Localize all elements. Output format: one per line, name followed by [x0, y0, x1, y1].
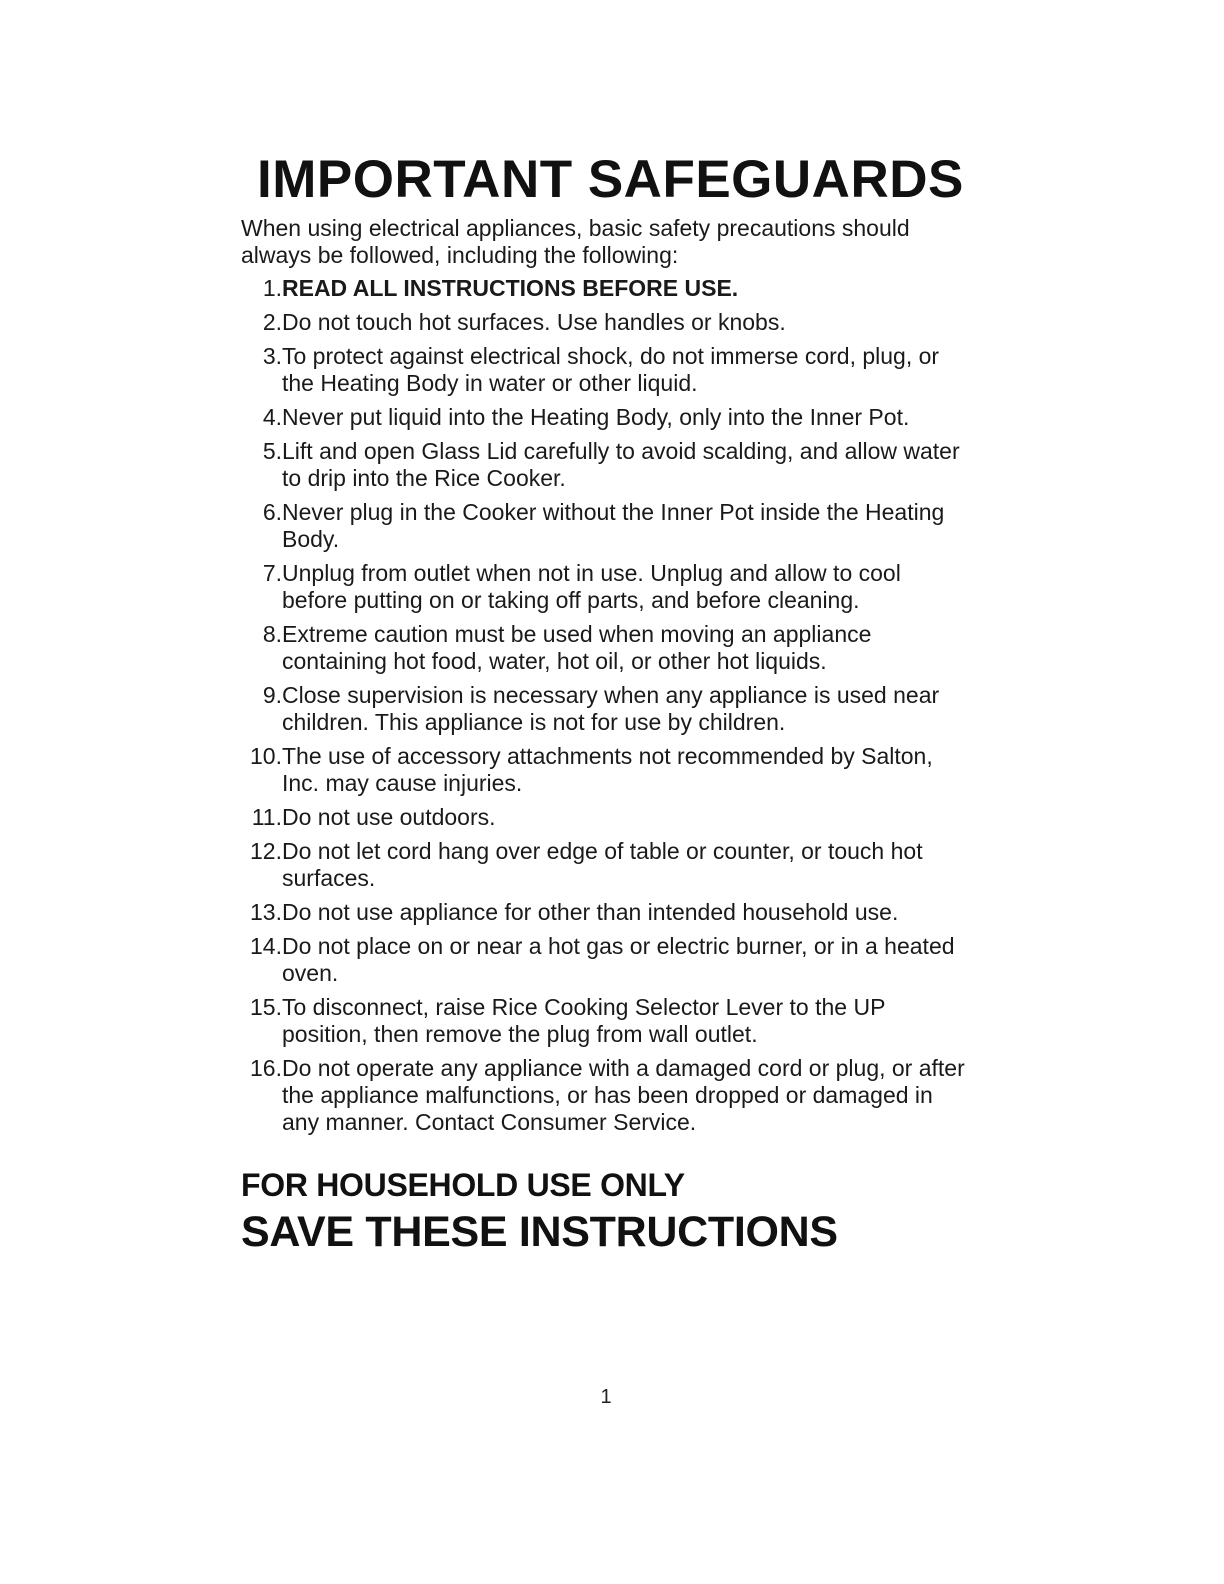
item-text: To protect against electrical shock, do not immerse cord, plug, or the Heating Body in water or other liquid.: [282, 343, 940, 396]
item-text: Never plug in the Cooker without the Inner Pot inside the Heating Body.: [282, 499, 945, 552]
safeguards-list: [241, 275, 971, 1136]
item-text: Do not let cord hang over edge of table or counter, or touch hot surfaces.: [282, 838, 923, 891]
item-number: 14.: [250, 933, 282, 959]
item-text: READ ALL INSTRUCTIONS BEFORE USE.: [282, 275, 739, 301]
item-text: Do not use appliance for other than intended household use.: [282, 899, 899, 925]
save-instructions-heading: SAVE THESE INSTRUCTIONS: [241, 1208, 838, 1256]
page-title: IMPORTANT SAFEGUARDS: [257, 150, 964, 209]
intro-paragraph: When using electrical appliances, basic safety precautions should always be followed, including the following:: [241, 215, 910, 268]
list-item: [241, 309, 971, 336]
list-item: [241, 1055, 971, 1136]
item-text: To disconnect, raise Rice Cooking Selector Lever to the UP position, then remove the plug from wall outlet.: [282, 994, 885, 1047]
list-item: [241, 560, 971, 614]
item-text: Do not use outdoors.: [282, 804, 496, 830]
item-number: 15.: [250, 994, 282, 1020]
list-item: [241, 499, 971, 553]
item-text: Unplug from outlet when not in use. Unplug and allow to cool before putting on or taking off parts, and before cleaning.: [282, 560, 901, 613]
item-number: 6.: [262, 499, 282, 525]
item-number: 12.: [250, 838, 282, 864]
list-item: [241, 933, 971, 987]
item-number: 9.: [262, 682, 282, 708]
list-item: [241, 275, 971, 302]
item-number: 1.: [262, 275, 282, 301]
item-text: Do not touch hot surfaces. Use handles or knobs.: [282, 309, 786, 335]
item-text: Never put liquid into the Heating Body, only into the Inner Pot.: [282, 404, 910, 430]
item-text: Close supervision is necessary when any appliance is used near children. This appliance is not for use by children.: [282, 682, 940, 735]
safeguards-section: [241, 150, 971, 1257]
item-number: 10.: [250, 743, 282, 769]
item-text: The use of accessory attachments not recommended by Salton, Inc. may cause injuries.: [282, 743, 933, 796]
item-number: 11.: [251, 804, 282, 830]
item-text: Lift and open Glass Lid carefully to avoid scalding, and allow water to drip into the Rice Cooker.: [282, 438, 960, 491]
item-number: 7.: [262, 560, 282, 586]
item-number: 5.: [262, 438, 282, 464]
item-text: Do not place on or near a hot gas or electric burner, or in a heated oven.: [282, 933, 955, 986]
item-text: Do not operate any appliance with a damaged cord or plug, or after the appliance malfunctions, or has been dropped or damaged in any manner. Contact Consumer Service.: [282, 1055, 965, 1135]
list-item: [241, 804, 971, 831]
item-number: 16.: [250, 1055, 282, 1081]
item-text: Extreme caution must be used when moving an appliance containing hot food, water, hot oil, or other hot liquids.: [282, 621, 872, 674]
list-item: [241, 404, 971, 431]
item-number: 8.: [262, 621, 282, 647]
item-number: 2.: [262, 309, 282, 335]
list-item: [241, 838, 971, 892]
list-item: [241, 621, 971, 675]
list-item: [241, 743, 971, 797]
item-number: 13.: [250, 899, 282, 925]
household-use-heading: FOR HOUSEHOLD USE ONLY: [241, 1167, 685, 1203]
list-item: [241, 438, 971, 492]
item-number: 3.: [262, 343, 282, 369]
page-number: 1: [600, 1386, 612, 1408]
list-item: [241, 994, 971, 1048]
item-number: 4.: [262, 404, 282, 430]
list-item: [241, 682, 971, 736]
list-item: [241, 343, 971, 397]
list-item: [241, 899, 971, 926]
